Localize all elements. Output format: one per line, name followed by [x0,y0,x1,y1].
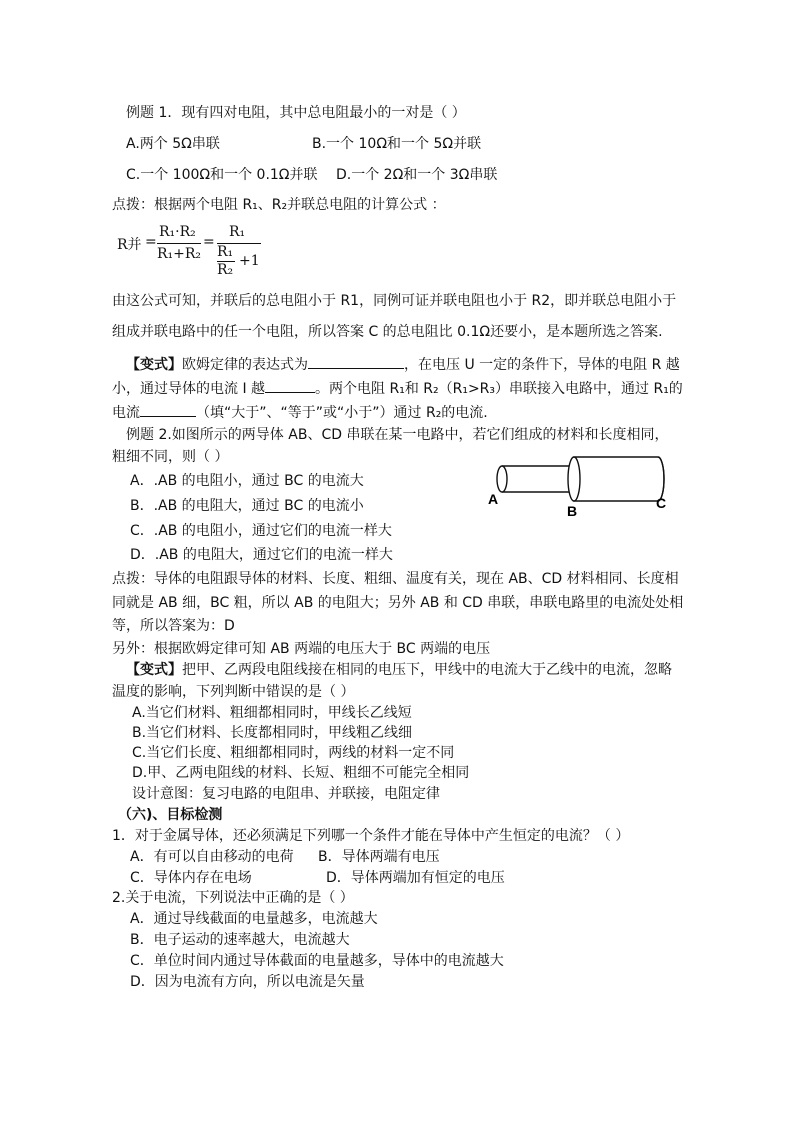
section-heading: （六)、目标检测 [118,807,223,823]
variant2-line-1 [126,661,672,679]
label-b: B [567,503,578,519]
variant1-line-3 [112,402,488,422]
variant1-text-5: 电流 [112,405,140,421]
question-2-option-b: B．电子运动的速率越大，电流越大 [130,932,350,948]
answer-blank-1[interactable] [308,354,404,369]
question-2-option-c: C．单位时间内通过导体截面的电量越多，导体中的电流越大 [130,953,504,969]
formula-equals-1: = [145,234,157,250]
variant1-line-2 [112,378,683,398]
conductor-figure [486,452,676,520]
example1-option-a: A.两个 5Ω串联 [126,136,220,152]
parallel-resistance-formula [117,222,277,280]
example2-title: 例题 2.如图所示的两导体 AB、CD 串联在某一电路中，若它们组成的材料和长度相同， [126,427,669,443]
formula-denominator-1: R₁+R₂ [157,246,202,262]
example2-option-b: B．.AB 的电阻大，通过 BC 的电流小 [130,498,364,514]
variant1-line-1 [126,354,680,374]
formula-inner-numerator: R₁ [217,244,234,260]
variant1-text-3: 小，通过导体的电流 I 越 [112,381,266,397]
question-1-option-d: D．导体两端加有恒定的电压 [326,870,505,886]
example2-option-c: C．.AB 的电阻小，通过它们的电流一样大 [130,523,392,539]
example1-hint: 点拨：根据两个电阻 R₁、R₂并联总电阻的计算公式 ： [112,197,446,213]
example1-option-d: D.一个 2Ω和一个 3Ω串联 [336,167,498,183]
explain-line-2: 组成并联电路中的任一个电阻，所以答案 C 的总电阻比 0.1Ω还要小，是本题所选之答案. [112,324,663,340]
variant1-text-1: 欧姆定律的表达式为 [182,357,308,373]
variant1-text-2: ，在电压 U 一定的条件下，导体的电阻 R 越 [404,357,680,373]
example2-hint-2: 同就是 AB 细，BC 粗，所以 AB 的电阻大；另外 AB 和 CD 串联，串联电路里的电流处处相 [112,595,684,611]
label-a: A [488,491,499,507]
variant2-option-d: D.甲、乙两电阻线的材料、长短、粗细不可能完全相同 [132,765,470,781]
question-2: 2.关于电流，下列说法中正确的是（ ） [112,890,354,906]
variant1-tag: 【变式】 [126,357,182,373]
formula-numerator-1: R₁·R₂ [159,224,196,240]
question-2-option-d: D．因为电流有方向，所以电流是矢量 [130,974,365,990]
variant2-text-1: 把甲、乙两段电阻线接在相同的电压下，甲线中的电流大于乙线中的电流，忽略 [182,662,672,678]
explain-line-1: 由这公式可知，并联后的总电阻小于 R1，同例可证并联电阻也小于 R2，即并联总电阻小于 [112,293,677,309]
variant2-line-2: 温度的影响，下列判断中错误的是（ ） [112,684,355,700]
question-1-option-c: C．导体内存在电场 [130,870,252,886]
example2-hint-3: 等，所以答案为：D [112,618,235,634]
answer-blank-2[interactable] [265,378,315,393]
variant1-text-4: 。两个电阻 R₁和 R₂（R₁>R₃）串联接入电路中，通过 R₁的 [315,381,683,397]
variant1-text-6: （填“大于”、“等于”或“小于”）通过 R₂的电流. [196,405,488,421]
example2-title-2: 粗细不同，则（ ） [112,449,229,465]
example2-option-a: A．.AB 的电阻小，通过 BC 的电流大 [130,473,364,489]
variant2-option-a: A.当它们材料、粗细都相同时，甲线长乙线短 [132,705,412,721]
example1-option-c: C.一个 100Ω和一个 0.1Ω并联 [126,167,318,183]
formula-inner-denominator: R₂ [217,262,234,278]
question-2-option-a: A．通过导线截面的电量越多，电流越大 [130,911,378,927]
variant2-option-c: C.当它们长度、粗细都相同时，两线的材料一定不同 [132,745,455,761]
fraction-bar-1 [157,243,201,244]
answer-blank-3[interactable] [140,402,196,417]
design-intent: 设计意图：复习电路的电阻串、并联接，电阻定律 [132,786,440,802]
formula-numerator-2: R₁ [229,224,246,240]
formula-plus-one: +1 [239,253,260,269]
label-c: C [656,495,667,511]
example1-title: 例题 1．现有四对电阻，其中总电阻最小的一对是（ ） [126,105,466,121]
variant2-tag: 【变式】 [126,662,182,678]
variant2-option-b: B.当它们材料、长度都相同时，甲线粗乙线细 [132,725,413,741]
thick-conductor-bc [568,457,664,501]
example1-option-b: B.一个 10Ω和一个 5Ω并联 [312,136,482,152]
question-1-option-a: A．有可以自由移动的电荷 [130,849,294,865]
example2-option-d: D．.AB 的电阻大，通过它们的电流一样大 [130,547,393,563]
example2-hint-1: 点拨：导体的电阻跟导体的材料、长度、粗细、温度有关，现在 AB、CD 材料相同、长度相 [112,571,679,587]
formula-equals-2: = [203,234,215,250]
question-1-option-b: B．导体两端有电压 [318,849,440,865]
example2-extra: 另外：根据欧姆定律可知 AB 两端的电压大于 BC 两端的电压 [112,641,491,657]
formula-lhs: R并 [117,237,142,253]
question-1: 1．对于金属导体，还必须满足下列哪一个条件才能在导体中产生恒定的电流？（ ） [112,828,630,844]
